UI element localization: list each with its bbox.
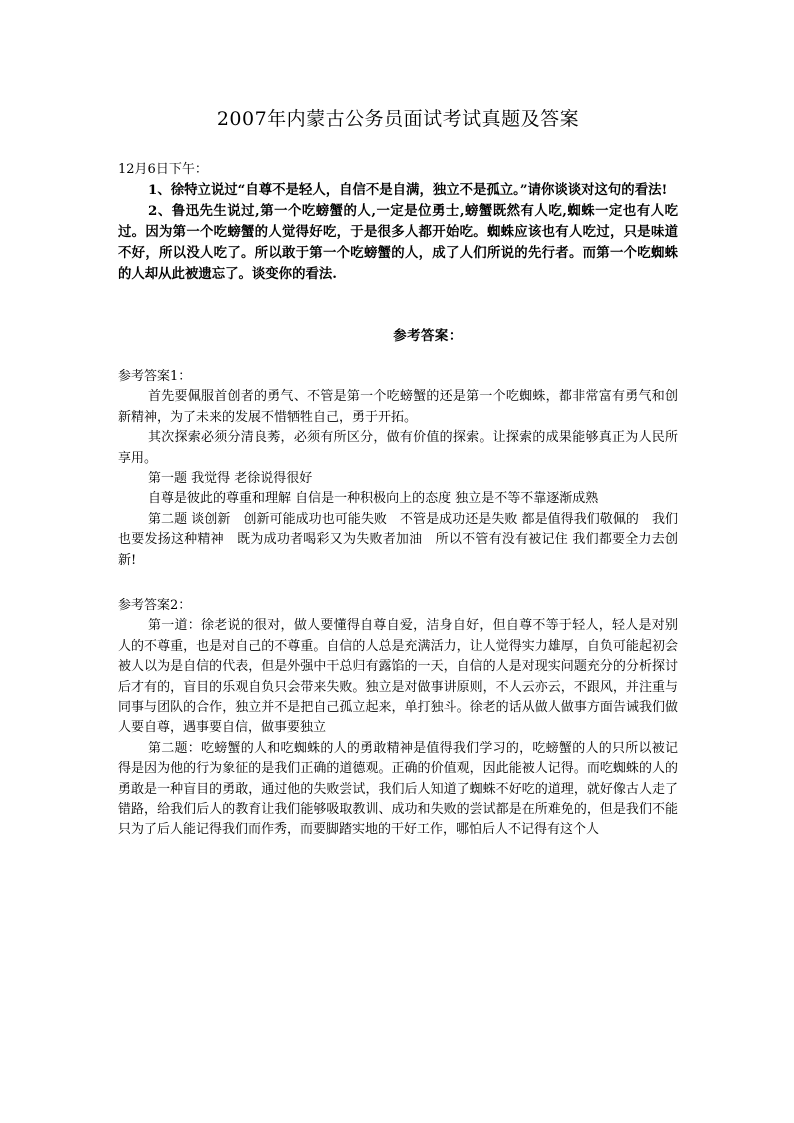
- answer-2-section: [118, 596, 678, 841]
- answer-1-paragraph: 第一题 我觉得 老徐说得很好: [148, 471, 313, 487]
- question-1: 1、徐特立说过“自尊不是轻人，自信不是自满，独立不是孤立。”请你谈谈对这句的看法!: [148, 182, 668, 198]
- answer-1-paragraph: 首先要佩服首创者的勇气、不管是第一个吃螃蟹的还是第一个吃蜘蛛，都非常富有勇气和创新精神，为了未来的发展不惜牺牲自己，勇于开拓。: [118, 389, 678, 425]
- answer-1-paragraph: 第二题 谈创新 创新可能成功也可能失败 不管是成功还是失败 都是值得我们敬佩的 我们也要发扬这种精神 既为成功者喝彩又为失败者加油 所以不管有没有被记住 我们都要全力去创新!: [118, 511, 678, 568]
- document-title: 2007年内蒙古公务员面试考试真题及答案: [216, 108, 580, 130]
- answer-2-label: 参考答案2：: [118, 598, 192, 613]
- question-2: 2、鲁迅先生说过,第一个吃螃蟹的人,一定是位勇士,螃蟹既然有人吃,蜘蛛一定也有人吃过。因为第一个吃螃蟹的人觉得好吃，于是很多人都开始吃。蜘蛛应该也有人吃过，只是味道不好，所以没人吃了。所以敢于第一个吃螃蟹的人，成了人们所说的先行者。而第一个吃蜘蛛的人却从此被遗忘了。谈变你的看法.: [118, 203, 678, 282]
- reference-answers-heading: 参考答案：: [393, 328, 463, 344]
- question-list: [118, 180, 678, 285]
- answer-1-section: [118, 367, 678, 571]
- answer-1-label: 参考答案1：: [118, 369, 192, 384]
- answer-1-paragraph: 其次探索必须分清良莠，必须有所区分，做有价值的探索。让探索的成果能够真正为人民所享用。: [118, 430, 678, 466]
- date-line: 12月6日下午：: [118, 162, 208, 177]
- answer-2-paragraph: 第一道：徐老说的很对，做人要懂得自尊自爱，洁身自好，但自尊不等于轻人，轻人是对别人的不尊重，也是对自己的不尊重。自信的人总是充满活力，让人觉得实力雄厚，自负可能起初会被人以为是自信的代表，但是外强中干总归有露馅的一天，自信的人是对现实问题充分的分析探讨后才有的，盲目的乐观自负只会带来失败。独立是对做事讲原则，不人云亦云，不跟风，并注重与同事与团队的合作，独立并不是把自己孤立起来，单打独斗。徐老的话从做人做事方面告诫我们做人要自尊，遇事要自信，做事要独立: [118, 618, 678, 736]
- answer-1-paragraph: 自尊是彼此的尊重和理解 自信是一种积极向上的态度 独立是不等不靠逐渐成熟: [148, 491, 599, 507]
- answer-2-paragraph: 第二题：吃螃蟹的人和吃蜘蛛的人的勇敢精神是值得我们学习的，吃螃蟹的人的只所以被记得是因为他的行为象征的是我们正确的道德观。正确的价值观，因此能被人记得。而吃蜘蛛的人的勇敢是一种盲目的勇敢，通过他的失败尝试，我们后人知道了蜘蛛不好吃的道理，就好像古人走了错路，给我们后人的教育让我们能够吸取教训、成功和失败的尝试都是在所难免的，但是我们不能只为了后人能记得我们而作秀，而要脚踏实地的干好工作，哪怕后人不记得有这个人: [118, 740, 678, 838]
